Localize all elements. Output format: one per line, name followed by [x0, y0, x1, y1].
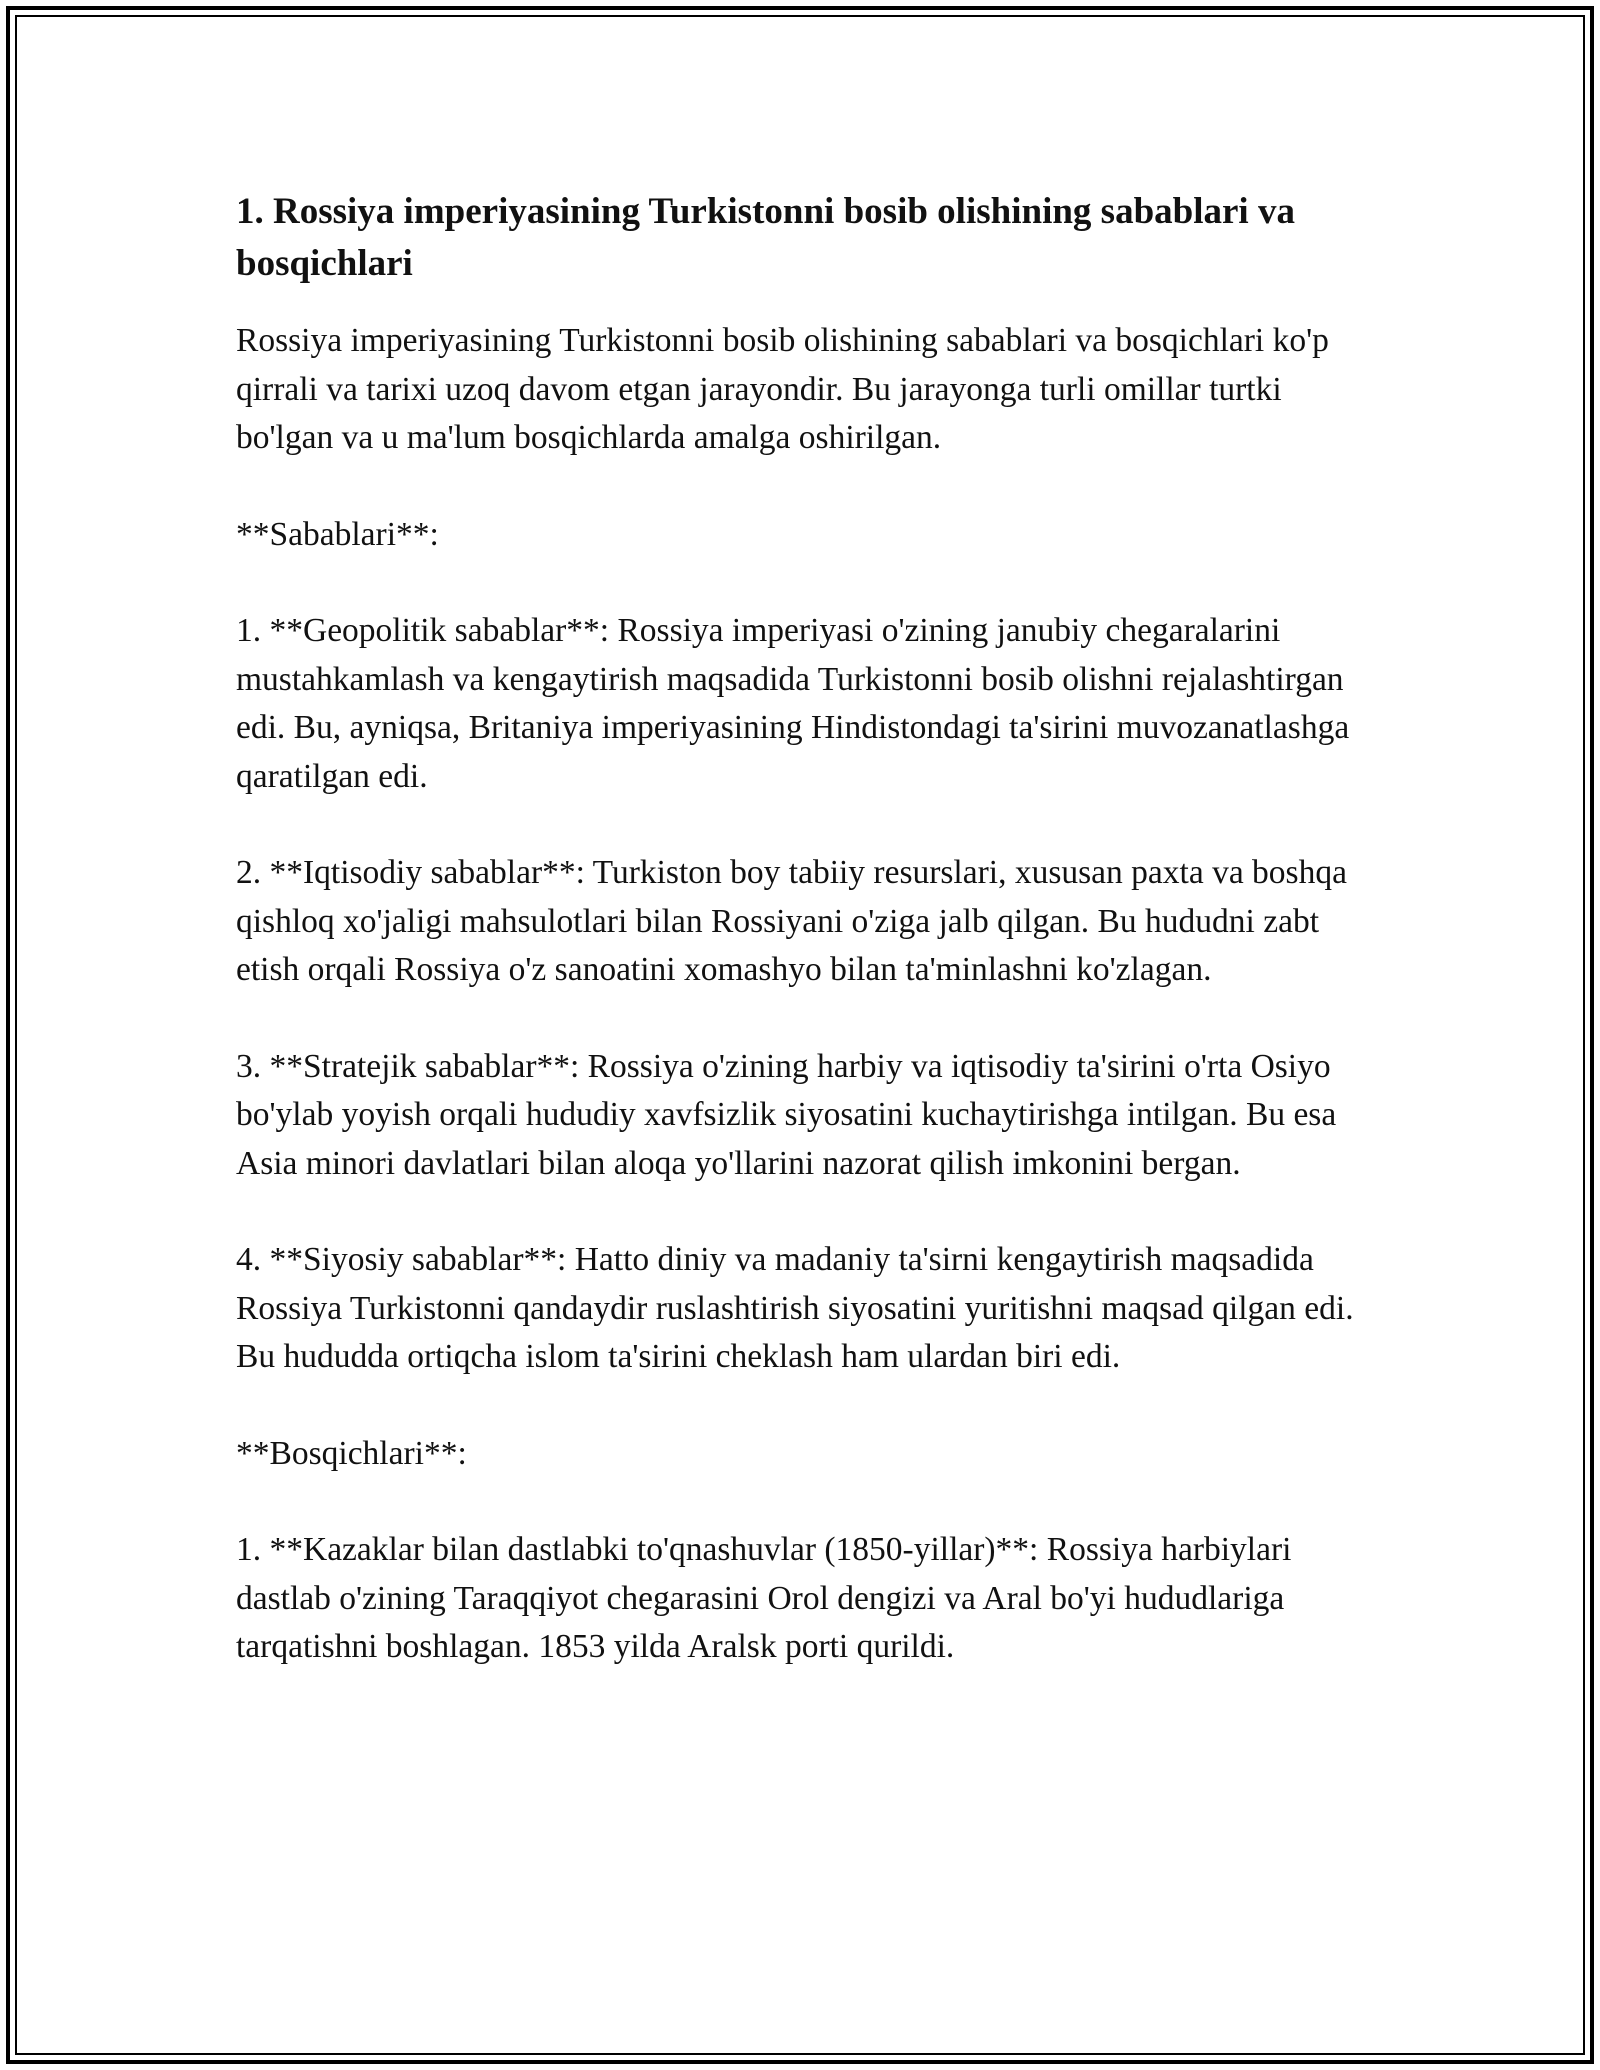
reasons-heading: **Sabablari**: — [236, 515, 439, 553]
intro-paragraph: Rossiya imperiyasining Turkistonni bosib olishining sabablari va bosqichlari ko'p qirrali va tarixi uzoq davom etgan jarayondir. Bu jarayonga turli omillar turtki bo'lgan va u ma'lum bosqichlarda amalga oshirilgan. — [236, 322, 1329, 456]
reason-item-geopolitical: 1. **Geopolitik sabablar**: Rossiya imperiyasi o'zining janubiy chegaralarini mustahkamlash va kengaytirish maqsadida Turkistonni bosib olishni rejalashtirgan edi. Bu, ayniqsa, Britaniya imperiyasining Hindistondagi ta'sirini muvozanatlashga qaratilgan edi. — [236, 612, 1350, 795]
stage-item-first: 1. **Kazaklar bilan dastlabki to'qnashuvlar (1850-yillar)**: Rossiya harbiylari dastlab o'zining Taraqqiyot chegarasini Orol dengizi va Aral bo'yi hududlariga tarqatishni boshlagan. 1853 yilda Aralsk porti qurildi. — [236, 1531, 1292, 1665]
reason-item-strategic: 3. **Stratejik sabablar**: Rossiya o'zining harbiy va iqtisodiy ta'sirini o'rta Osiyo bo'ylab yoyish orqali hududiy xavfsizlik siyosatini kuchaytirishga intilgan. Bu esa Asia minori davlatlari bilan aloqa yo'llarini nazorat qilish imkonini bergan. — [236, 1047, 1337, 1182]
reason-item-economic: 2. **Iqtisodiy sabablar**: Turkiston boy tabiiy resurslari, xususan paxta va boshqa qishloq xo'jaligi mahsulotlari bilan Rossiyani o'ziga jalb qilgan. Bu hududni zabt etish orqali Rossiya o'z sanoatini xomashyo bilan ta'minlashni ko'zlagan. — [236, 854, 1347, 988]
document-body — [236, 186, 1386, 1720]
stages-heading: **Bosqichlari**: — [236, 1434, 467, 1472]
document-title: 1. Rossiya imperiyasining Turkistonni bosib olishining sabablari va bosqichlari — [236, 191, 1295, 284]
reason-item-political: 4. **Siyosiy sabablar**: Hatto diniy va madaniy ta'sirni kengaytirish maqsadida Rossiya Turkistonni qandaydir ruslashtirish siyosatini yuritishni maqsad qilgan edi. Bu hududda ortiqcha islom ta'sirini cheklash ham ulardan biri edi. — [236, 1241, 1354, 1375]
